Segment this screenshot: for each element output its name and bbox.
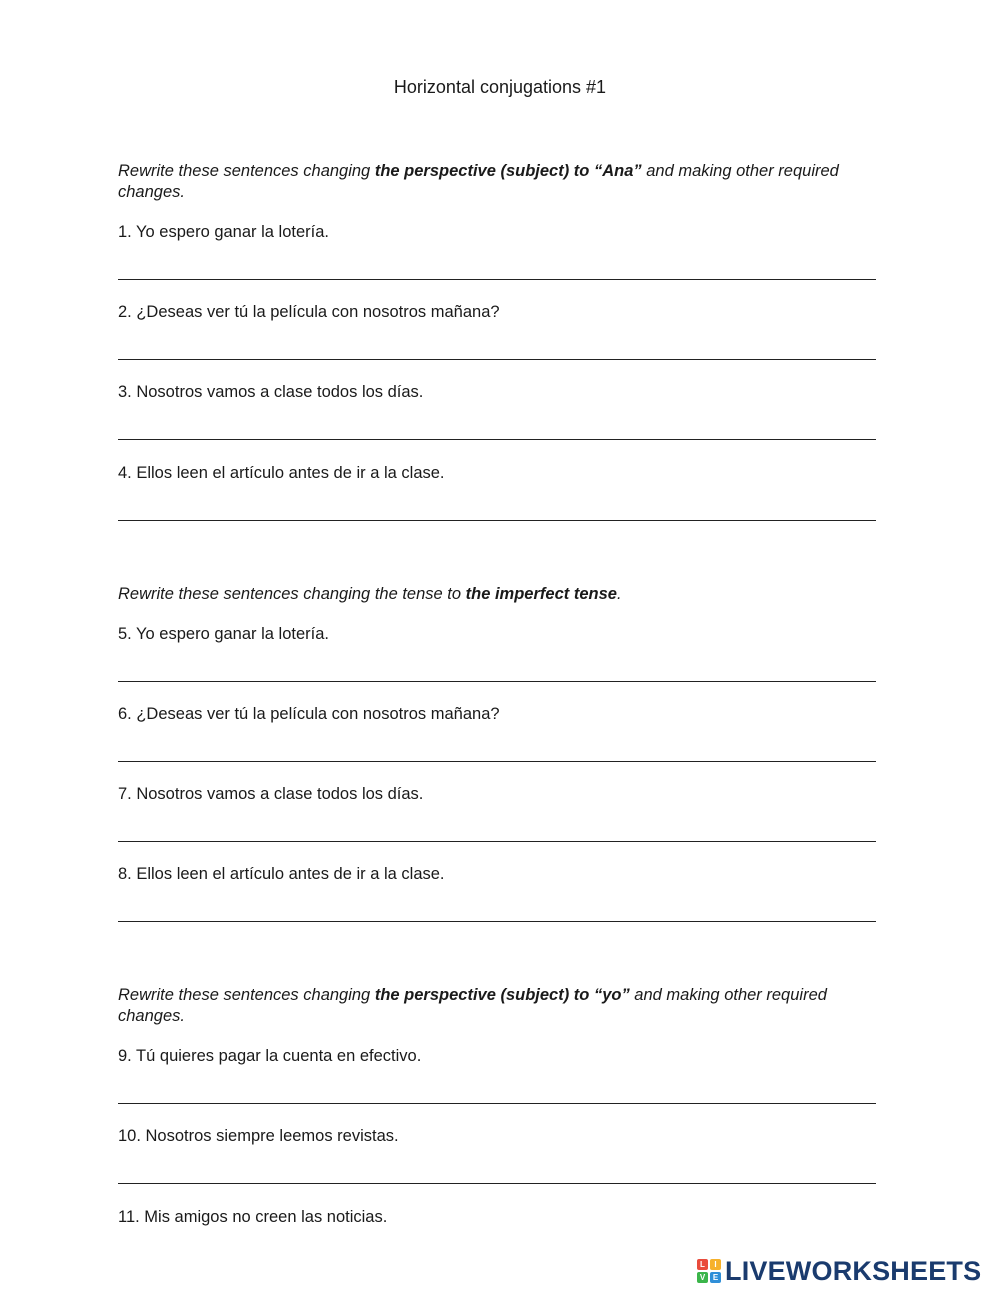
logo-letter: E bbox=[710, 1272, 721, 1283]
logo-wordmark: LIVEWORKSHEETS bbox=[725, 1255, 982, 1286]
instruction-text: and making other required changes. bbox=[118, 162, 839, 201]
instruction-section-3 bbox=[118, 985, 878, 1027]
question-3: 3. Nosotros vamos a clase todos los días. bbox=[118, 383, 424, 401]
question-8: 8. Ellos leen el artículo antes de ir a la clase. bbox=[118, 865, 445, 883]
question-11: 11. Mis amigos no creen las noticias. bbox=[118, 1208, 388, 1226]
answer-line-6[interactable] bbox=[118, 761, 876, 762]
instruction-emphasis: the perspective (subject) to “yo” bbox=[374, 986, 630, 1004]
instruction-text: . bbox=[616, 585, 622, 603]
question-1: 1. Yo espero ganar la lotería. bbox=[118, 223, 329, 241]
instruction-emphasis: the perspective (subject) to “Ana” bbox=[374, 162, 642, 180]
logo-mark-icon bbox=[697, 1259, 721, 1283]
question-5: 5. Yo espero ganar la lotería. bbox=[118, 625, 329, 643]
answer-line-5[interactable] bbox=[118, 681, 876, 682]
question-6: 6. ¿Deseas ver tú la película con nosotros mañana? bbox=[118, 705, 500, 723]
answer-line-10[interactable] bbox=[118, 1183, 876, 1184]
question-9: 9. Tú quieres pagar la cuenta en efectivo. bbox=[118, 1047, 422, 1065]
question-10: 10. Nosotros siempre leemos revistas. bbox=[118, 1127, 399, 1145]
answer-line-8[interactable] bbox=[118, 921, 876, 922]
answer-line-7[interactable] bbox=[118, 841, 876, 842]
instruction-text: and making other required changes. bbox=[118, 986, 827, 1025]
instruction-text: Rewrite these sentences changing bbox=[118, 986, 375, 1004]
answer-line-4[interactable] bbox=[118, 520, 876, 521]
instruction-section-2 bbox=[118, 584, 878, 605]
logo-letter: V bbox=[697, 1272, 708, 1283]
question-2: 2. ¿Deseas ver tú la película con nosotros mañana? bbox=[118, 303, 500, 321]
logo-letter: I bbox=[710, 1259, 721, 1270]
question-4: 4. Ellos leen el artículo antes de ir a la clase. bbox=[118, 464, 445, 482]
instruction-text: Rewrite these sentences changing bbox=[118, 162, 375, 180]
question-7: 7. Nosotros vamos a clase todos los días. bbox=[118, 785, 424, 803]
logo-letter: L bbox=[697, 1259, 708, 1270]
answer-line-1[interactable] bbox=[118, 279, 876, 280]
answer-line-9[interactable] bbox=[118, 1103, 876, 1104]
instruction-section-1 bbox=[118, 161, 878, 203]
liveworksheets-logo[interactable] bbox=[697, 1256, 981, 1286]
answer-line-3[interactable] bbox=[118, 439, 876, 440]
instruction-emphasis: the imperfect tense bbox=[465, 585, 617, 603]
worksheet-title: Horizontal conjugations #1 bbox=[393, 77, 607, 97]
instruction-text: Rewrite these sentences changing the tense to bbox=[118, 585, 466, 603]
answer-line-2[interactable] bbox=[118, 359, 876, 360]
